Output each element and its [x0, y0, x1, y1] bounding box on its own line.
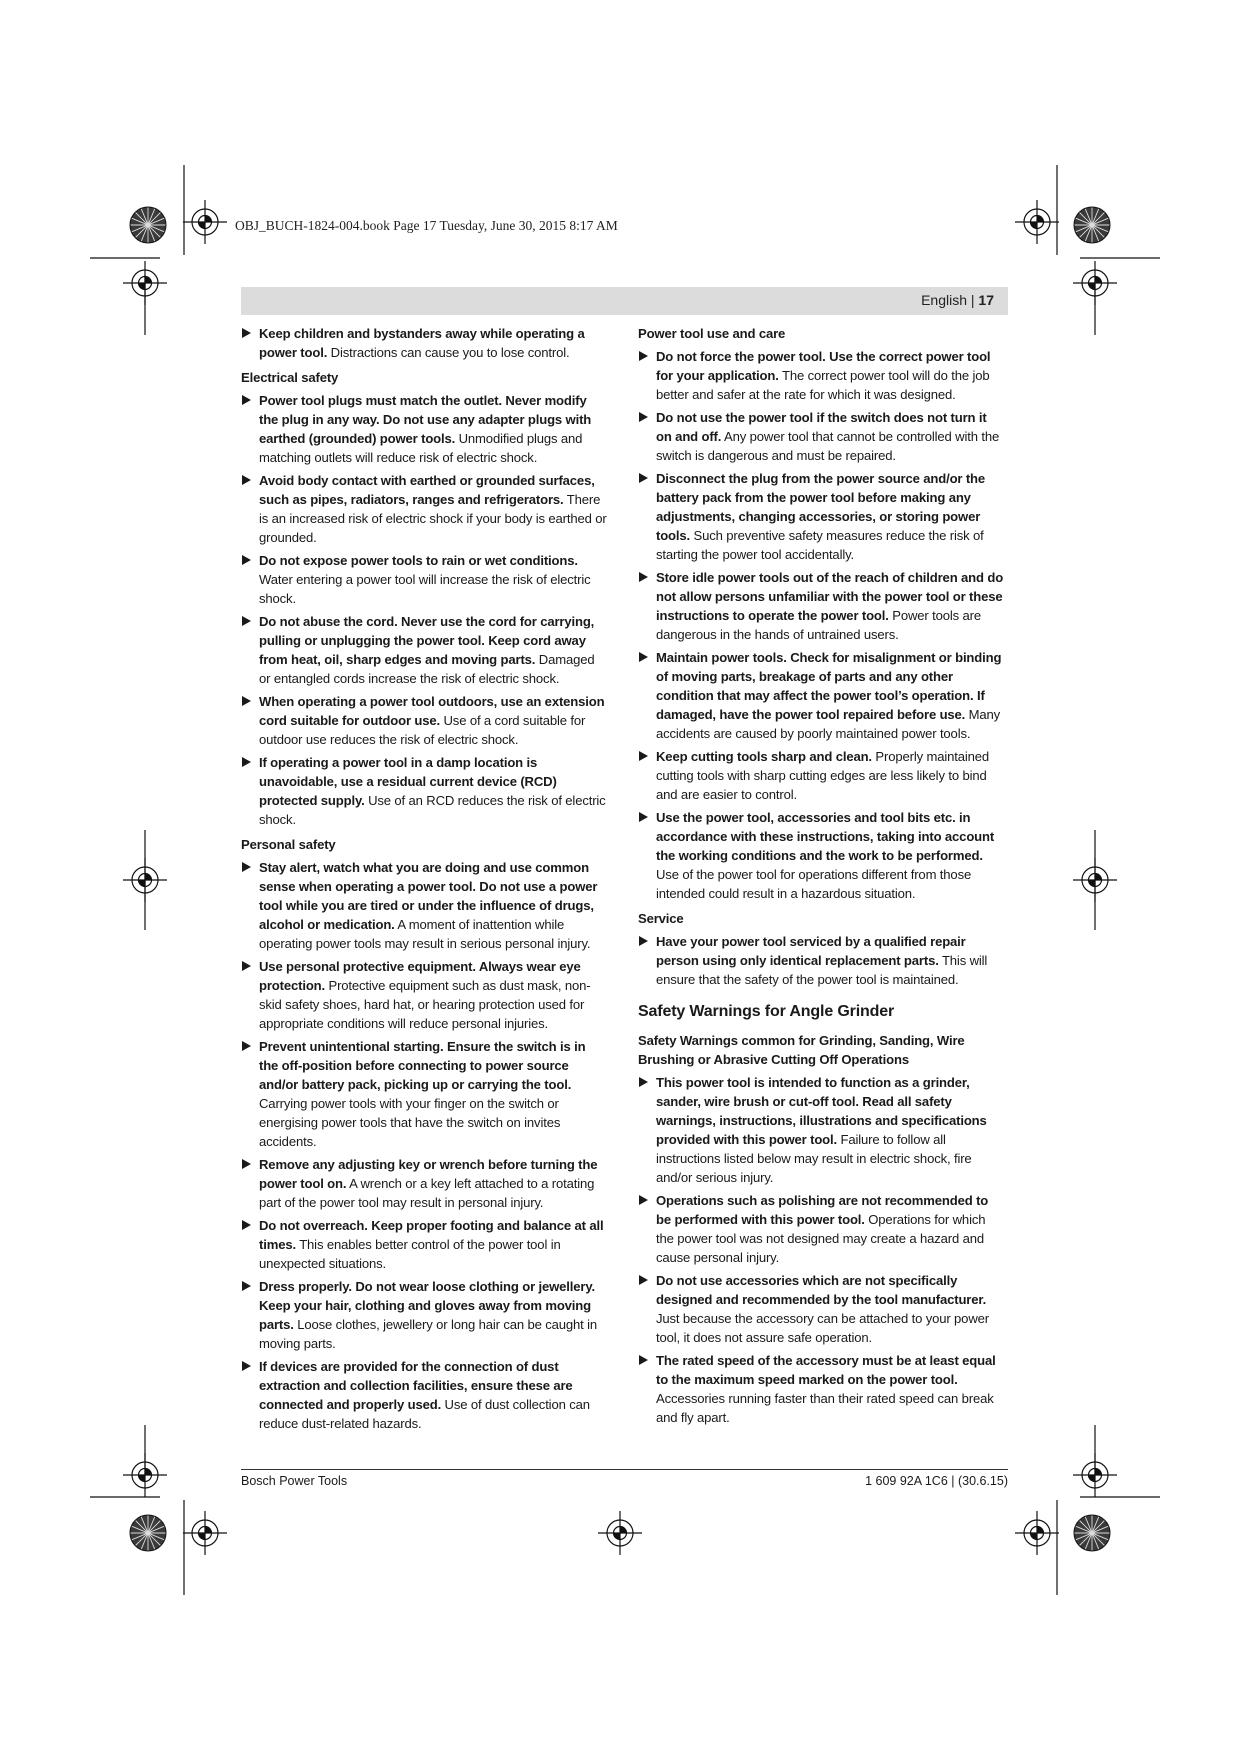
footer-doc-number: 1 609 92A 1C6 | (30.6.15) — [865, 1474, 1008, 1488]
triangle-bullet-icon — [242, 1361, 251, 1371]
triangle-bullet-icon — [242, 696, 251, 706]
list-item: Keep children and bystanders away while operating a power tool. Distractions can cause you to lose control. — [241, 324, 607, 362]
list-item: Do not use accessories which are not specifically designed and recommended by the tool manufacturer. Just because the accessory can be attached to your power tool, it does not assure safe operation. — [638, 1271, 1004, 1347]
list-item: Use personal protective equipment. Always wear eye protection. Protective equipment such as dust mask, non-skid safety shoes, hard hat, or hearing protection used for appropriate conditions will reduce personal injuries. — [241, 957, 607, 1033]
section-heading: Service — [638, 911, 684, 926]
list-item: Dress properly. Do not wear loose clothing or jewellery. Keep your hair, clothing and gloves away from moving parts. Loose clothes, jewellery or long hair can be caught in moving parts. — [241, 1277, 607, 1353]
page-header — [241, 287, 1008, 315]
list-item: Disconnect the plug from the power source and/or the battery pack from the power tool before making any adjustments, changing accessories, or storing power tools. Such preventive safety measures reduce the risk of starting the power tool accidentally. — [638, 469, 1004, 564]
triangle-bullet-icon — [242, 961, 251, 971]
triangle-bullet-icon — [242, 757, 251, 767]
section-heading: Power tool use and care — [638, 326, 786, 341]
list-item: The rated speed of the accessory must be at least equal to the maximum speed marked on the power tool. Accessories running faster than their rated speed can break and fly apart. — [638, 1351, 1004, 1427]
triangle-bullet-icon — [242, 616, 251, 626]
section-heading: Safety Warnings common for Grinding, Sanding, Wire Brushing or Abrasive Cutting Off Operations — [638, 1033, 965, 1067]
print-slug: OBJ_BUCH-1824-004.book Page 17 Tuesday, June 30, 2015 8:17 AM — [235, 218, 618, 233]
triangle-bullet-icon — [639, 473, 648, 483]
list-item: Stay alert, watch what you are doing and use common sense when operating a power tool. Do not use a power tool while you are tired or under the influence of drugs, alcohol or medication. A moment of inattention while operating power tools may result in serious personal injury. — [241, 858, 607, 953]
header-language: English — [921, 292, 967, 308]
right-column — [638, 324, 1004, 1431]
triangle-bullet-icon — [242, 1041, 251, 1051]
list-item: Remove any adjusting key or wrench before turning the power tool on. A wrench or a key left attached to a rotating part of the power tool may result in personal injury. — [241, 1155, 607, 1212]
triangle-bullet-icon — [242, 395, 251, 405]
triangle-bullet-icon — [242, 1220, 251, 1230]
footer-divider — [241, 1469, 1008, 1470]
triangle-bullet-icon — [242, 475, 251, 485]
triangle-bullet-icon — [639, 812, 648, 822]
triangle-bullet-icon — [242, 328, 251, 338]
list-item: Use the power tool, accessories and tool bits etc. in accordance with these instructions, taking into account the working conditions and the work to be performed. Use of the power tool for operations different from those intended could result in a hazardous situation. — [638, 808, 1004, 903]
chapter-heading: Safety Warnings for Angle Grinder — [638, 1003, 895, 1020]
list-item: Avoid body contact with earthed or grounded surfaces, such as pipes, radiators, ranges and refrigerators. There is an increased risk of electric shock if your body is earthed or grounded. — [241, 471, 607, 547]
list-item: If operating a power tool in a damp location is unavoidable, use a residual current device (RCD) protected supply. Use of an RCD reduces the risk of electric shock. — [241, 753, 607, 829]
header-text: English | 17 — [921, 292, 994, 308]
list-item: Have your power tool serviced by a qualified repair person using only identical replacement parts. This will ensure that the safety of the power tool is maintained. — [638, 932, 1004, 989]
triangle-bullet-icon — [242, 862, 251, 872]
list-item: When operating a power tool outdoors, use an extension cord suitable for outdoor use. Use of a cord suitable for outdoor use reduces the risk of electric shock. — [241, 692, 607, 749]
left-column — [241, 324, 607, 1437]
footer-brand: Bosch Power Tools — [241, 1474, 348, 1488]
list-item: Do not expose power tools to rain or wet conditions. Water entering a power tool will increase the risk of electric shock. — [241, 551, 607, 608]
triangle-bullet-icon — [639, 936, 648, 946]
list-item: Store idle power tools out of the reach of children and do not allow persons unfamiliar with the power tool or these instructions to operate the power tool. Power tools are dangerous in the hands of untrained users. — [638, 568, 1004, 644]
triangle-bullet-icon — [639, 1077, 648, 1087]
list-item: If devices are provided for the connection of dust extraction and collection facilities, ensure these are connected and properly used. Use of dust collection can reduce dust-related hazards. — [241, 1357, 607, 1433]
triangle-bullet-icon — [242, 1281, 251, 1291]
triangle-bullet-icon — [639, 1275, 648, 1285]
triangle-bullet-icon — [639, 751, 648, 761]
list-item: Maintain power tools. Check for misalignment or binding of moving parts, breakage of parts and any other condition that may affect the power tool’s operation. If damaged, have the power tool repaired before use. Many accidents are caused by poorly maintained power tools. — [638, 648, 1004, 743]
section-heading: Electrical safety — [241, 370, 339, 385]
list-item: Operations such as polishing are not recommended to be performed with this power tool. Operations for which the power tool was not designed may create a hazard and cause personal injury. — [638, 1191, 1004, 1267]
list-item: Do not overreach. Keep proper footing and balance at all times. This enables better control of the power tool in unexpected situations. — [241, 1216, 607, 1273]
list-item: Do not force the power tool. Use the correct power tool for your application. The correct power tool will do the job better and safer at the rate for which it was designed. — [638, 347, 1004, 404]
list-item: Keep cutting tools sharp and clean. Properly maintained cutting tools with sharp cutting edges are less likely to bind and are easier to control. — [638, 747, 1004, 804]
list-item: Power tool plugs must match the outlet. Never modify the plug in any way. Do not use any adapter plugs with earthed (grounded) power tools. Unmodified plugs and matching outlets will reduce risk of electric shock. — [241, 391, 607, 467]
triangle-bullet-icon — [639, 1195, 648, 1205]
triangle-bullet-icon — [242, 1159, 251, 1169]
list-item: Do not use the power tool if the switch does not turn it on and off. Any power tool that cannot be controlled with the switch is dangerous and must be repaired. — [638, 408, 1004, 465]
list-item: Do not abuse the cord. Never use the cord for carrying, pulling or unplugging the power tool. Keep cord away from heat, oil, sharp edges and moving parts. Damaged or entangled cords increase the risk of electric shock. — [241, 612, 607, 688]
triangle-bullet-icon — [639, 412, 648, 422]
triangle-bullet-icon — [639, 1355, 648, 1365]
list-item: This power tool is intended to function as a grinder, sander, wire brush or cut-off tool. Read all safety warnings, instructions, illustrations and specifications provided with this power tool. Failure to follow all instructions listed below may result in electric shock, fire and/or serious injury. — [638, 1073, 1004, 1187]
section-heading: Personal safety — [241, 837, 336, 852]
list-item: Prevent unintentional starting. Ensure the switch is in the off-position before connecting to power source and/or battery pack, picking up or carrying the tool. Carrying power tools with your finger on the switch or energising power tools that have the switch on invites accidents. — [241, 1037, 607, 1151]
page-number: 17 — [978, 292, 994, 308]
triangle-bullet-icon — [242, 555, 251, 565]
triangle-bullet-icon — [639, 351, 648, 361]
triangle-bullet-icon — [639, 572, 648, 582]
triangle-bullet-icon — [639, 652, 648, 662]
